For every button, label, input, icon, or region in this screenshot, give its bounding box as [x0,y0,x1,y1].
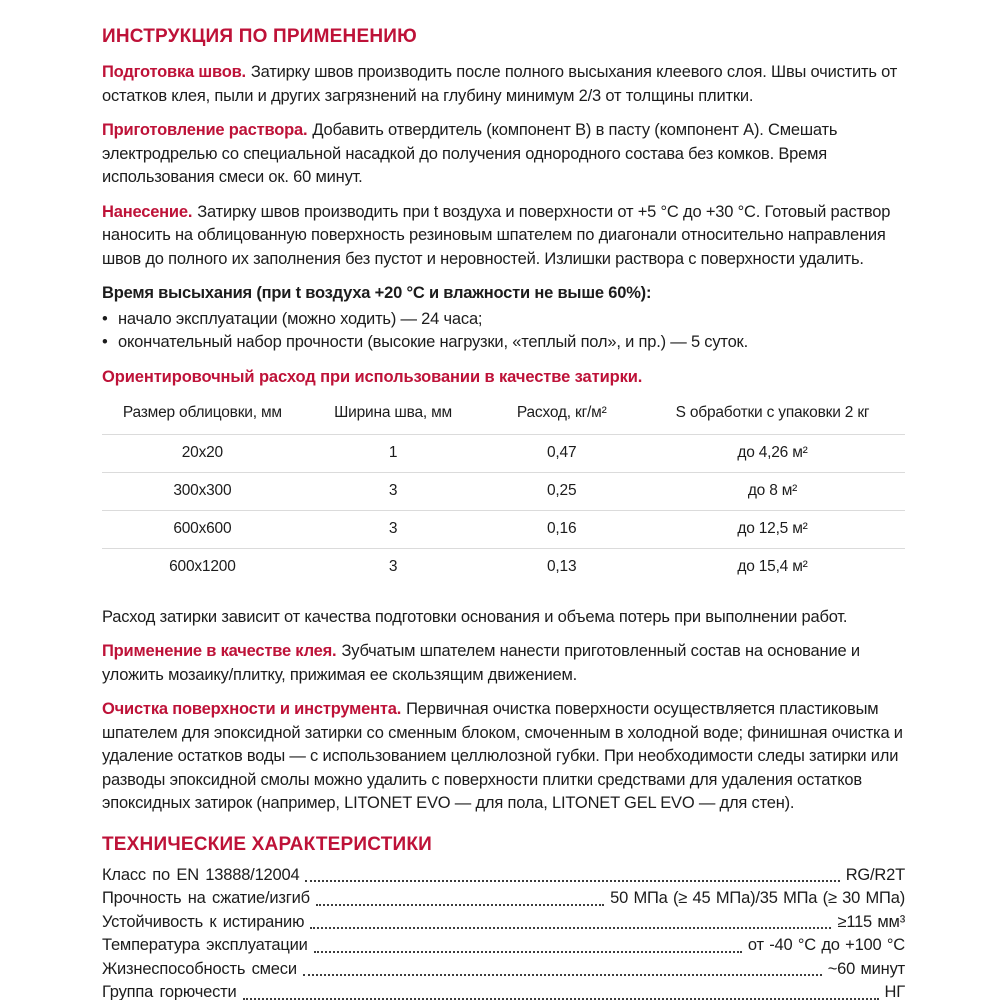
cell-coverage: до 12,5 м² [640,510,905,548]
spec-label: Температура эксплуатации [102,936,308,954]
cell-consumption: 0,13 [547,557,577,575]
table-row [102,548,905,586]
spec-value: 50 МПа (≥ 45 МПа)/35 МПа (≥ 30 МПа) [610,889,905,907]
column-header-coverage: S обработки с упаковки 2 кг [640,395,905,435]
paragraph-application-text: Затирку швов производить при t воздуха и поверхности от +5 °C до +30 °C. Готовый раствор наносить на облицованную поверхность резиновым шпателем по диагонали относительно направления швов до полного их заполнения без пустот и неровностей. Излишки раствора с поверхности удалить. [102,202,891,268]
cell-joint-width: 1 [303,434,484,472]
spec-value: от -40 °C до +100 °C [747,936,905,954]
spec-value: ≥115 мм³ [837,912,905,931]
cell-coverage: до 15,4 м² [737,557,808,575]
drying-bullet-2 [102,331,905,355]
bullet-icon: • [102,309,108,328]
column-header-consumption: Расход, кг/м² [483,395,640,435]
spec-value: НГ [884,983,905,1000]
spec-row-pot-life [102,958,905,982]
paragraph-cleaning-text: Первичная очистка поверхности осуществляется пластиковым шпателем для эпоксидной затирки со сменным блоком, смоченным в холодной воде; финишная очистка и удаление остатков воды — с использованием целлюлозной губки. При необходимости следы затирки или разводы эпоксидной смолы можно удалить с поверхности плитки средствами для удаления остатков эпоксидных затирок (например, LITONET EVO — для пола, LITONET GEL EVO — для стен). [102,700,903,812]
consumption-table [102,395,905,586]
cell-consumption: 0,25 [483,472,640,510]
cell-joint-width: 3 [303,510,484,548]
paragraph-preparation-text: Затирку швов производить после полного высыхания клеевого слоя. Швы очистить от остатков клея, пыли и других загрязнений на глубину минимум 2/3 от толщины плитки. [102,63,898,105]
consumption-heading: Ориентировочный расход при использовании в качестве затирки. [102,367,643,386]
table-row [102,434,905,472]
cell-tile-size: 600x1200 [169,557,236,575]
spec-row-strength [102,887,905,911]
paragraph-adhesive [102,640,905,687]
consumption-table-header-row [102,395,905,435]
page-title: ИНСТРУКЦИЯ ПО ПРИМЕНЕНИЮ [102,26,417,47]
paragraph-application-lead: Нанесение. [102,202,193,221]
spec-row-flammability [102,981,905,1000]
cell-coverage: до 8 м² [640,472,905,510]
cell-joint-width: 3 [388,557,398,575]
spec-label: Прочность на сжатие/изгиб [102,889,310,907]
dot-leader [303,974,822,976]
paragraph-mixing-text: Добавить отвердитель (компонент B) в пасту (компонент A). Смешать электродрелью со специальной насадкой до получения однородного состава без комков. Время использования смеси ок. 60 минут. [102,121,838,186]
paragraph-mixing [102,119,905,190]
spec-value: ~60 минут [827,959,905,978]
table-row [102,510,905,548]
cell-consumption: 0,16 [483,510,640,548]
dot-leader [305,880,839,882]
paragraph-mixing-lead: Приготовление раствора. [102,121,308,139]
spec-row-temperature [102,934,905,958]
tech-specs-title: ТЕХНИЧЕСКИЕ ХАРАКТЕРИСТИКИ [102,833,433,855]
paragraph-preparation-lead: Подготовка швов. [102,63,246,81]
spec-label: Устойчивость к истиранию [102,912,305,931]
cell-tile-size: 300x300 [102,472,303,510]
consumption-note: Расход затирки зависит от качества подготовки основания и объема потерь при выполнении работ. [102,607,848,626]
paragraph-application [102,201,905,272]
drying-heading: Время высыхания (при t воздуха +20 °C и влажности не выше 60%): [102,284,652,302]
cell-tile-size: 20x20 [102,434,303,472]
cell-consumption: 0,47 [483,434,640,472]
dot-leader [310,927,831,929]
cell-tile-size: 600x600 [102,510,303,548]
paragraph-adhesive-text: Зубчатым шпателем нанести приготовленный состав на основание и уложить мозаику/плитку, прижимая ее скользящим движением. [102,642,860,684]
spec-value: RG/R2T [845,865,905,884]
dot-leader [314,951,742,953]
spec-label: Жизнеспособность смеси [102,959,297,978]
spec-row-class [102,864,905,888]
column-header-joint-width: Ширина шва, мм [303,395,484,435]
spec-row-abrasion [102,911,905,935]
spec-label: Класс по EN 13888/12004 [102,865,300,884]
drying-bullet-1-text: начало эксплуатации (можно ходить) — 24 часа; [118,309,483,328]
dot-leader [243,998,879,1000]
bullet-icon: • [102,333,108,351]
drying-bullet-1 [102,308,905,332]
paragraph-cleaning-lead: Очистка поверхности и инструмента. [102,700,402,718]
spec-label: Группа горючести [102,983,237,1000]
table-row [102,472,905,510]
column-header-tile-size: Размер облицовки, мм [102,395,303,435]
paragraph-preparation [102,61,905,108]
paragraph-adhesive-lead: Применение в качестве клея. [102,642,337,660]
paragraph-cleaning [102,698,905,816]
dot-leader [316,904,604,906]
cell-coverage: до 4,26 м² [640,434,905,472]
drying-bullet-2-text: окончательный набор прочности (высокие нагрузки, «теплый пол», и пр.) — 5 суток. [118,333,748,351]
cell-joint-width: 3 [303,472,484,510]
